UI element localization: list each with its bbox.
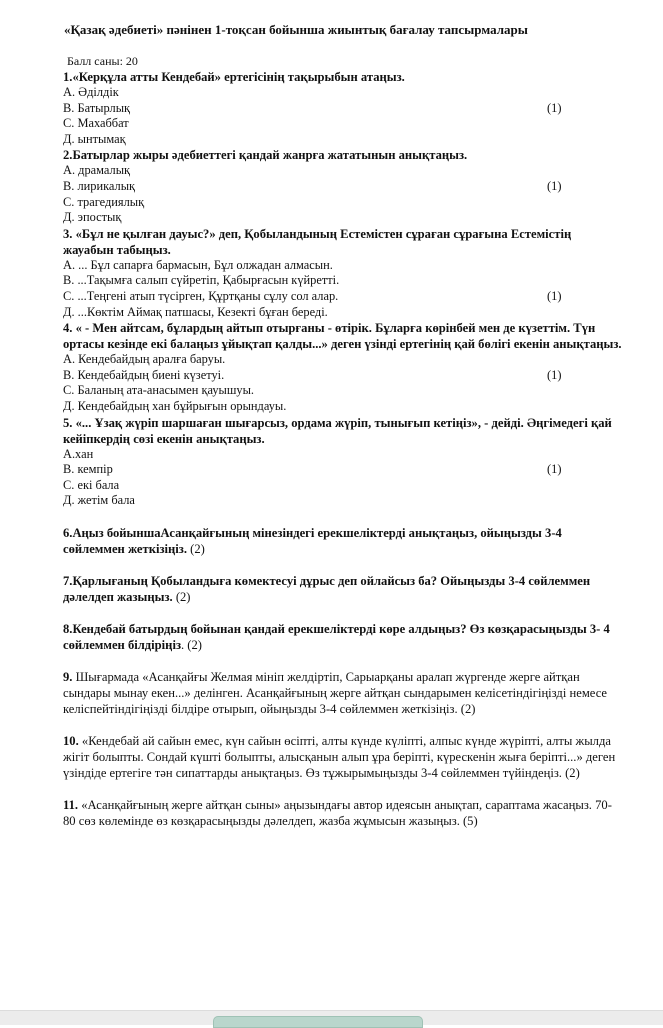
score-mark: (1) — [547, 367, 562, 382]
score-label: Балл саны: 20 — [67, 54, 138, 68]
score-mark: (1) — [547, 462, 562, 477]
option: А. Кендебайдың аралға баруы. — [63, 352, 226, 367]
option: В. ...Тақымға салып сүйретіп, Қабырғасын күйретті. — [63, 273, 340, 288]
option: С. Баланың ата-анасымен қауышуы. — [63, 383, 255, 398]
question-text: 1.«Керқұла атты Кендебай» ертегісінің тақырыбын атаңыз. — [63, 70, 405, 84]
question-text: 2.Батырлар жыры әдебиеттегі қандай жанрға жататынын анықтаңыз. — [63, 148, 468, 163]
document-title: «Қазақ әдебиеті» пәнінен 1-тоқсан бойынша жиынтық бағалау тапсырмалары — [64, 22, 528, 37]
option: В. лирикалық (1) — [63, 178, 562, 193]
score-mark: (1) — [547, 178, 562, 193]
question-4 — [63, 320, 623, 414]
question-1 — [63, 69, 623, 147]
question-3 — [63, 226, 623, 320]
option: А. Әділдік — [63, 85, 119, 99]
scroll-handle[interactable] — [213, 1016, 423, 1028]
option: Д. жетім бала — [63, 493, 135, 508]
score-mark: (1) — [547, 100, 562, 115]
option: В. Батырлық (1) — [63, 100, 562, 115]
score-mark: (1) — [547, 288, 562, 303]
option: С. Махаббат — [63, 116, 129, 131]
question-text: 5. «... Ұзақ жүріп шаршаған шығарсыз, ордама жүріп, тынығып кетіңіз», - дейді. Әңгімедегі қай кейіпкердің сөзі екенін анықтаңыз. — [63, 415, 612, 446]
option: Д. ынтымақ — [63, 131, 126, 146]
option: В. кемпір (1) — [63, 462, 562, 477]
option: Д. эпостық — [63, 210, 122, 225]
question-2 — [63, 147, 623, 225]
option: А. ... Бұл сапарға бармасын, Бұл олжадан алмасын. — [63, 257, 333, 272]
option: С. трагедиялық — [63, 194, 145, 209]
question-text: 3. «Бұл не қылған дауыс?» деп, Қобыландының Естемістен сұраған сұрағына Естемістің жауабын табыңыз. — [63, 226, 572, 257]
option: А. драмалық — [63, 163, 131, 178]
question-10: 10. «Кендебай ай сайын емес, күн сайын өсіпті, алты күнде күліпті, алпыс күнде жүріпті, алты жылда жігіт болыпты. Сондай күшті болыпты, алысқанын алып ұра беріпті, күрескенін жыға беріпті...» деген үзіндіде ертегіге тән сипаттарды анықтаңыз. Өз тұжырымыңызды 3-4 сөйлеммен түйіндеңіз. (2) — [63, 733, 616, 780]
question-7: 7.Қарлығаның Қобыландыға көмектесуі дұрыс деп ойлайсыз ба? Ойыңызды 3-4 сөйлеммен дәлелдеп жазыңыз. (2) — [63, 573, 591, 604]
option: В. Кендебайдың биені күзетуі. (1) — [63, 367, 562, 382]
question-5 — [63, 415, 623, 509]
option: С. екі бала — [63, 477, 120, 492]
question-8: 8.Кендебай батырдың бойынан қандай ерекшеліктерді көре алдыңыз? Өз көзқарасыңызды 3- 4 сөйлеммен білдіріңіз. (2) — [63, 621, 610, 652]
question-9: 9. Шығармада «Асанқайғы Желмая мініп желдіртіп, Сарыарқаны аралап жүргенде жерге айтқан сындары мынау екен...» делінген. Асанқайғының жерге айтқан сындарымен келісетіндігіңізді немесе келіспейтіндігіңізді білдіре отырып, ойыңызды 3-4 сөйлеммен жеткізіңіз. (2) — [63, 669, 608, 716]
question-11: 11. «Асанқайғының жерге айтқан сыны» аңызындағы автор идеясын анықтап, сараптама жасаңыз. 70-80 сөз көлемінде өз көзқарасыңызды дәлелдеп, жазба жұмысын жазыңыз. (5) — [63, 797, 612, 828]
question-6: 6.Аңыз бойыншаАсанқайғының мінезіндегі ерекшеліктерді анықтаңыз, ойыңызды 3-4 сөйлеммен жеткізіңіз. (2) — [63, 525, 562, 556]
question-list — [63, 69, 623, 829]
option: А.хан — [63, 446, 94, 461]
question-text: 4. « - Мен айтсам, бұлардың айтып отырғаны - өтірік. Бұларға көрінбей мен де күзеттім. Түн ортасы кезінде екі балаңыз ұйықтап қалды...» деген үзінді ертегінің қай бөлігі екенін анықтаңыз. — [63, 321, 622, 352]
option: Д. ...Көктім Аймақ патшасы, Кезекті бұған береді. — [63, 304, 328, 319]
option: С. ...Теңгені атып түсірген, Құртқаны сұлу сол алар. (1) — [63, 288, 562, 303]
option: Д. Кендебайдың хан бұйрығын орындауы. — [63, 398, 287, 413]
